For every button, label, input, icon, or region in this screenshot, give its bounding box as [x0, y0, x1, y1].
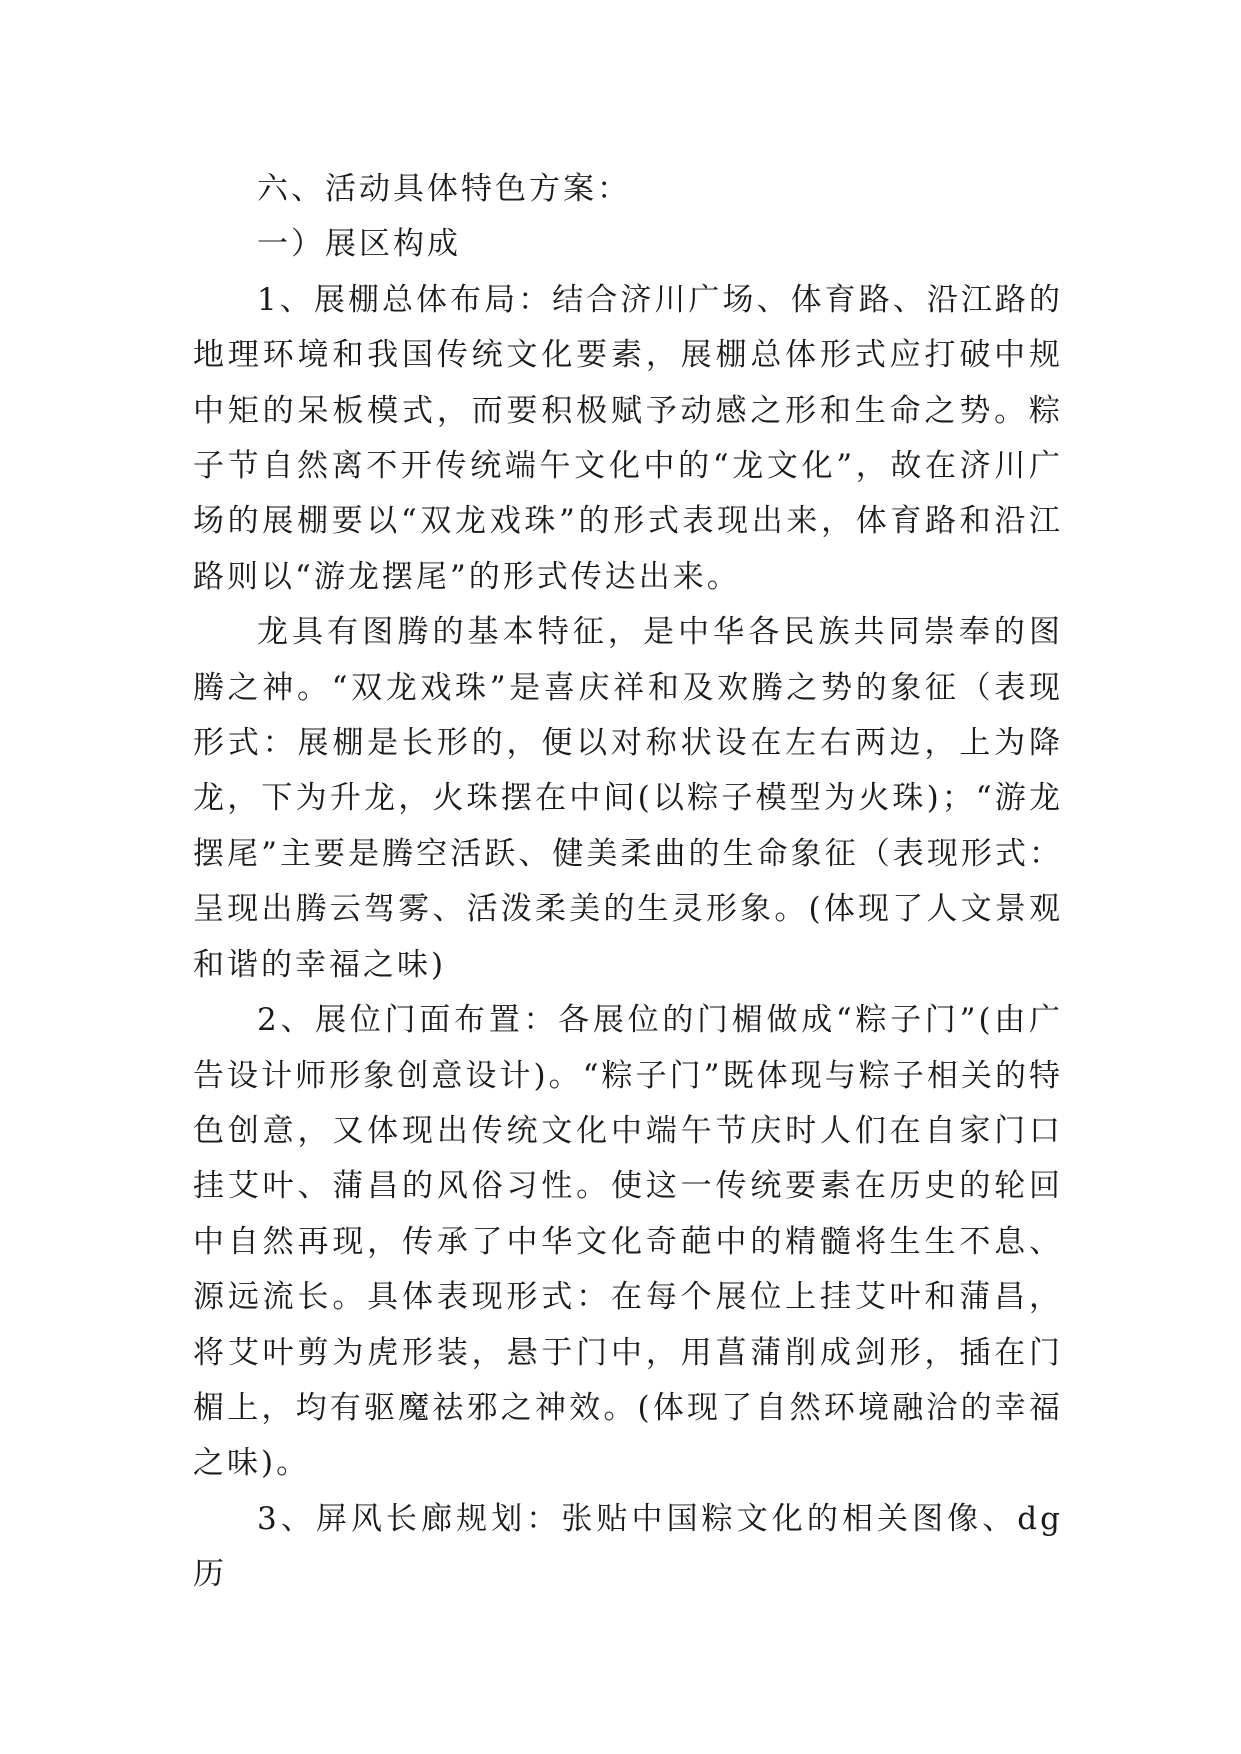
- paragraph-screen-corridor: 3、屏风长廊规划：张贴中国粽文化的相关图像、dg历: [193, 1500, 1063, 1593]
- document-body: [193, 162, 1063, 1603]
- paragraph-booth-facade: 2、展位门面布置：各展位的门楣做成“粽子门”(由广告设计师形象创意设计)。“粽子门”既体现与粽子相关的特色创意，又体现出传统文化中端午节庆时人们在自家门口挂艾叶、蒲昌的风俗习性。使这一传统要素在历史的轮回中自然再现，传承了中华文化奇葩中的精髓将生生不息、源远流长。具体表现形式：在每个展位上挂艾叶和蒲昌，将艾叶剪为虎形装，悬于门中，用菖蒲削成剑形，插在门楣上，均有驱魔祛邪之神效。(体现了自然环境融洽的幸福之味)。: [193, 1002, 1063, 1482]
- subsection-heading: 一）展区构成: [257, 226, 461, 263]
- paragraph-booth-layout: 1、展棚总体布局：结合济川广场、体育路、沿江路的地理环境和我国传统文化要素，展棚总体形式应打破中规中矩的呆板模式，而要积极赋予动感之形和生命之势。粽子节自然离不开传统端午文化中的“龙文化”，故在济川广场的展棚要以“双龙戏珠”的形式表现出来，体育路和沿江路则以“游龙摆尾”的形式传达出来。: [193, 281, 1063, 595]
- section-heading: 六、活动具体特色方案：: [257, 171, 631, 207]
- paragraph-dragon-totem: 龙具有图腾的基本特征，是中华各民族共同崇奉的图腾之神。“双龙戏珠”是喜庆祥和及欢腾之势的象征（表现形式：展棚是长形的，便以对称状设在左右两边，上为降龙，下为升龙，火珠摆在中间(以粽子模型为火珠)；“游龙摆尾”主要是腾空活跃、健美柔曲的生命象征（表现形式：呈现出腾云驾雾、活泼柔美的生灵形象。(体现了人文景观和谐的幸福之味): [193, 614, 1063, 983]
